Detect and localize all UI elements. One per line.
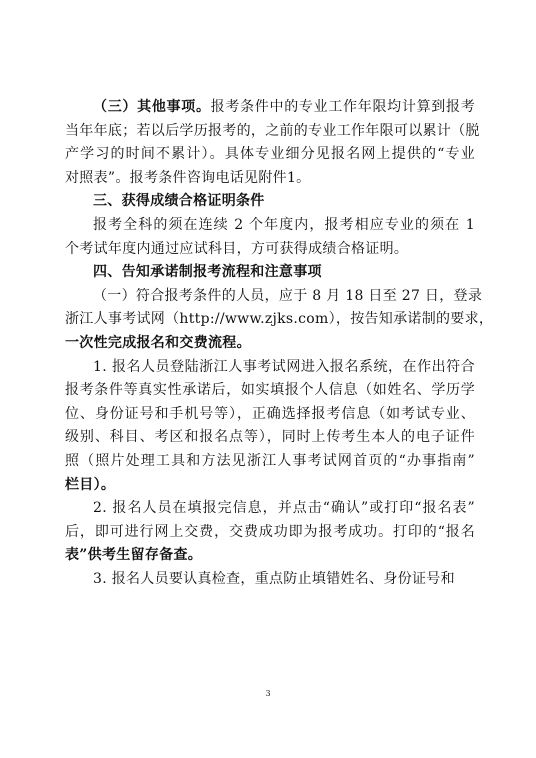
text-line: [65, 497, 475, 521]
text-segment: 位、身份证号和手机号等），正确选择报考信息（如考试专业、: [65, 405, 475, 422]
text-line: [65, 214, 475, 238]
text-segment: 1. 报名人员登陆浙江人事考试网进入报名系统，在作出符合: [93, 358, 475, 375]
text-line: [65, 474, 475, 498]
text-segment: 照（照片处理工具和方法见浙江人事考试网首页的“办事指南”: [65, 452, 475, 469]
text-segment: 产学习的时间不累计）。具体专业细分见报名网上提供的“专业: [65, 146, 475, 163]
text-line: [65, 238, 475, 262]
text-segment: 浙江人事考试网（http://www.zjks.com），按告知承诺制的要求，: [65, 311, 494, 328]
text-segment: 四、告知承诺制报考流程和注意事项: [93, 264, 322, 281]
paragraph: [65, 497, 475, 568]
paragraph: [65, 285, 494, 356]
paragraph: [65, 214, 475, 261]
text-segment: 3. 报名人员要认真检查，重点防止填错姓名、身份证号和: [93, 570, 455, 587]
text-line: [65, 568, 475, 592]
text-line: [65, 403, 475, 427]
text-segment: 报考全科的须在连续 2 个年度内，报考相应专业的须在 1: [93, 216, 475, 233]
text-segment: 当年年底；若以后学历报考的，之前的专业工作年限可以累计（脱: [65, 122, 480, 139]
text-line: [65, 450, 475, 474]
paragraph: [65, 96, 480, 190]
text-line: [65, 96, 475, 120]
text-line: [65, 332, 475, 356]
text-segment: 2. 报名人员在填报完信息，并点击“确认”或打印“报名表”: [93, 500, 475, 517]
text-segment: （一）符合报考条件的人员，应于 8 月 18 日至 27 日，登录: [93, 287, 483, 304]
text-line: [65, 544, 475, 568]
text-line: [65, 521, 475, 545]
text-segment: 栏目）。: [65, 476, 116, 493]
text-line: [65, 379, 475, 403]
text-line: [65, 120, 480, 144]
text-segment: 报考条件等真实性承诺后，如实填报个人信息（如姓名、学历学: [65, 382, 475, 399]
body-text: [65, 96, 494, 591]
paragraph: [65, 568, 475, 592]
text-line: [65, 143, 475, 167]
text-segment: （三）其他事项。: [93, 99, 211, 115]
text-segment: 一次性完成报名和交费流程。: [65, 334, 251, 351]
text-line: [65, 167, 475, 191]
text-segment: 后，即可进行网上交费，交费成功即为报考成功。打印的“报名: [65, 523, 475, 540]
text-segment: 报考条件中的专业工作年限均计算到报考: [210, 99, 475, 115]
text-segment: 个考试年度内通过应试科目，方可获得成绩合格证明。: [65, 240, 409, 257]
section-heading: [65, 190, 475, 214]
text-segment: 三、获得成绩合格证明条件: [93, 193, 265, 210]
page-number: 3: [265, 689, 271, 698]
text-segment: 表”供考生留存备查。: [65, 547, 203, 564]
text-line: [65, 426, 475, 450]
text-line: [65, 356, 475, 380]
paragraph: [65, 356, 475, 498]
text-line: [65, 308, 494, 332]
section-heading: [65, 261, 475, 285]
text-segment: 对照表”。报考条件咨询电话见附件1。: [65, 169, 311, 186]
text-line: [65, 285, 483, 309]
text-line: [65, 261, 475, 285]
text-line: [65, 190, 475, 214]
text-segment: 级别、科目、考区和报名点等），同时上传考生本人的电子证件: [65, 429, 475, 446]
